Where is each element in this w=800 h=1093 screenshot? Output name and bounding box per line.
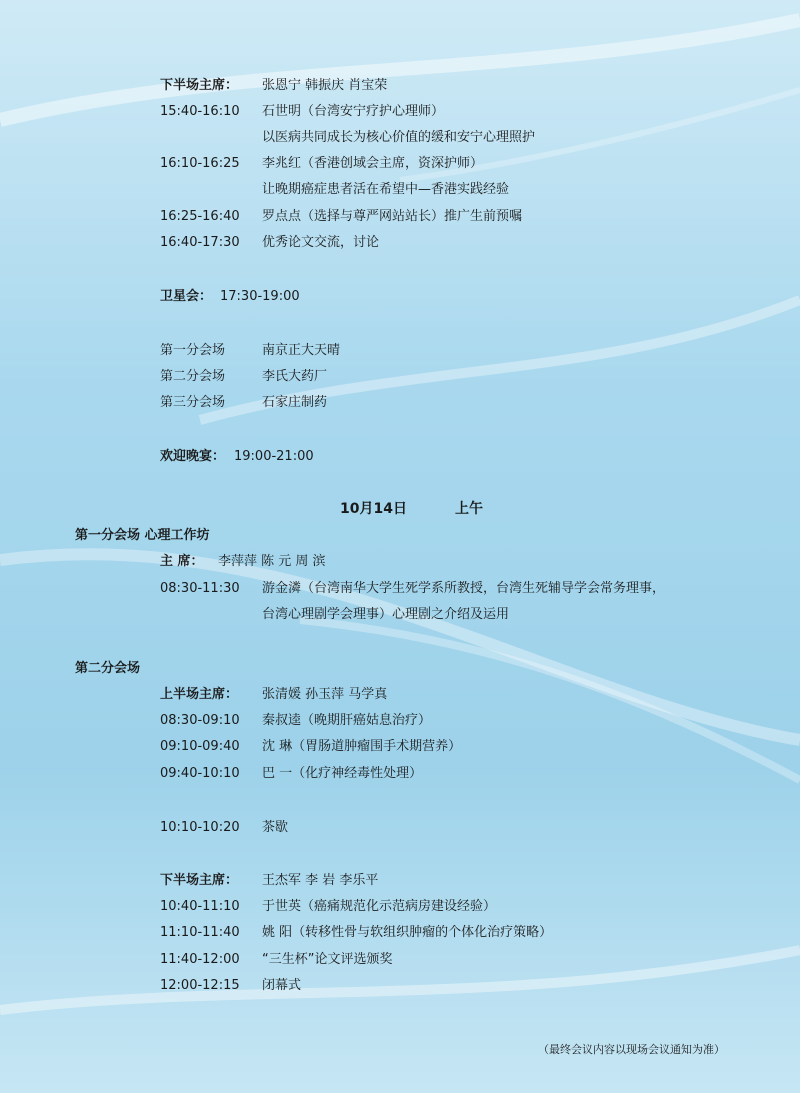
venue1-title: 第一分会场 心理工作坊	[75, 528, 210, 543]
break-time: 10:10-10:20	[160, 820, 240, 835]
venue-sponsor: 李氏大药厂	[262, 369, 328, 384]
venue2-first-chair-names: 张清媛 孙玉萍 马学真	[262, 687, 388, 702]
schedule-text: 优秀论文交流，讨论	[262, 235, 380, 250]
session1-chair-label: 下半场主席：	[160, 78, 239, 93]
schedule-time: 11:40-12:00	[160, 952, 240, 967]
footer-note: （最终会议内容以现场会议通知为准）	[538, 1043, 725, 1056]
schedule-time: 10:40-11:10	[160, 899, 240, 914]
satellite-label: 卫星会：	[160, 289, 213, 304]
schedule-text: 游金潾（台湾南华大学生死学系所教授，台湾生死辅导学会常务理事，	[262, 581, 666, 596]
schedule-time: 12:00-12:15	[160, 978, 240, 993]
schedule-text: 让晚期癌症患者活在希望中—香港实践经验	[262, 182, 510, 197]
schedule-time: 16:40-17:30	[160, 235, 240, 250]
schedule-time: 08:30-09:10	[160, 713, 240, 728]
schedule-time: 16:25-16:40	[160, 209, 240, 224]
venue-name: 第二分会场	[160, 369, 226, 384]
schedule-text: 以医病共同成长为核心价值的缓和安宁心理照护	[262, 130, 536, 145]
satellite-time: 17:30-19:00	[220, 289, 300, 304]
schedule-time: 09:40-10:10	[160, 766, 240, 781]
session1-chair-names: 张恩宁 韩振庆 肖宝荣	[262, 78, 388, 93]
schedule-text: 于世英（癌痛规范化示范病房建设经验）	[262, 899, 497, 914]
venue-name: 第一分会场	[160, 343, 226, 358]
schedule-time: 09:10-09:40	[160, 739, 240, 754]
schedule-time: 08:30-11:30	[160, 581, 240, 596]
schedule-text: 李兆红（香港创域会主席，资深护师）	[262, 156, 484, 171]
schedule-text: 台湾心理剧学会理事）心理剧之介绍及运用	[262, 607, 510, 622]
schedule-text: 秦叔逵（晚期肝癌姑息治疗）	[262, 713, 432, 728]
schedule-time: 11:10-11:40	[160, 925, 240, 940]
venue2-second-chair-names: 王杰军 李 岩 李乐平	[262, 873, 379, 888]
schedule-text: 闭幕式	[262, 978, 302, 993]
banquet-label: 欢迎晚宴：	[160, 449, 226, 464]
venue2-title: 第二分会场	[75, 661, 141, 676]
venue-sponsor: 南京正大天晴	[262, 343, 341, 358]
banquet-time: 19:00-21:00	[234, 449, 314, 464]
schedule-text: 沈 琳（胃肠道肿瘤围手术期营养）	[262, 739, 462, 754]
venue-name: 第三分会场	[160, 395, 226, 410]
schedule-text: 姚 阳（转移性骨与软组织肿瘤的个体化治疗策略）	[262, 925, 553, 940]
break-text: 茶歇	[262, 820, 289, 835]
venue1-chair-names: 李萍萍 陈 元 周 滨	[218, 554, 326, 569]
schedule-time: 16:10-16:25	[160, 156, 240, 171]
day-date: 10月14日	[340, 501, 407, 517]
schedule-text: 石世明（台湾安宁疗护心理师）	[262, 104, 445, 119]
schedule-text: 巴 一（化疗神经毒性处理）	[262, 766, 423, 781]
schedule-text: “三生杯”论文评选颁奖	[262, 952, 393, 967]
venue2-second-chair-label: 下半场主席：	[160, 873, 239, 888]
venue1-chair-label: 主 席：	[160, 554, 204, 569]
schedule-text: 罗点点（选择与尊严网站站长）推广生前预嘱	[262, 209, 523, 224]
venue-sponsor: 石家庄制药	[262, 395, 328, 410]
schedule-time: 15:40-16:10	[160, 104, 240, 119]
day-period: 上午	[455, 501, 483, 517]
venue2-first-chair-label: 上半场主席：	[160, 687, 239, 702]
